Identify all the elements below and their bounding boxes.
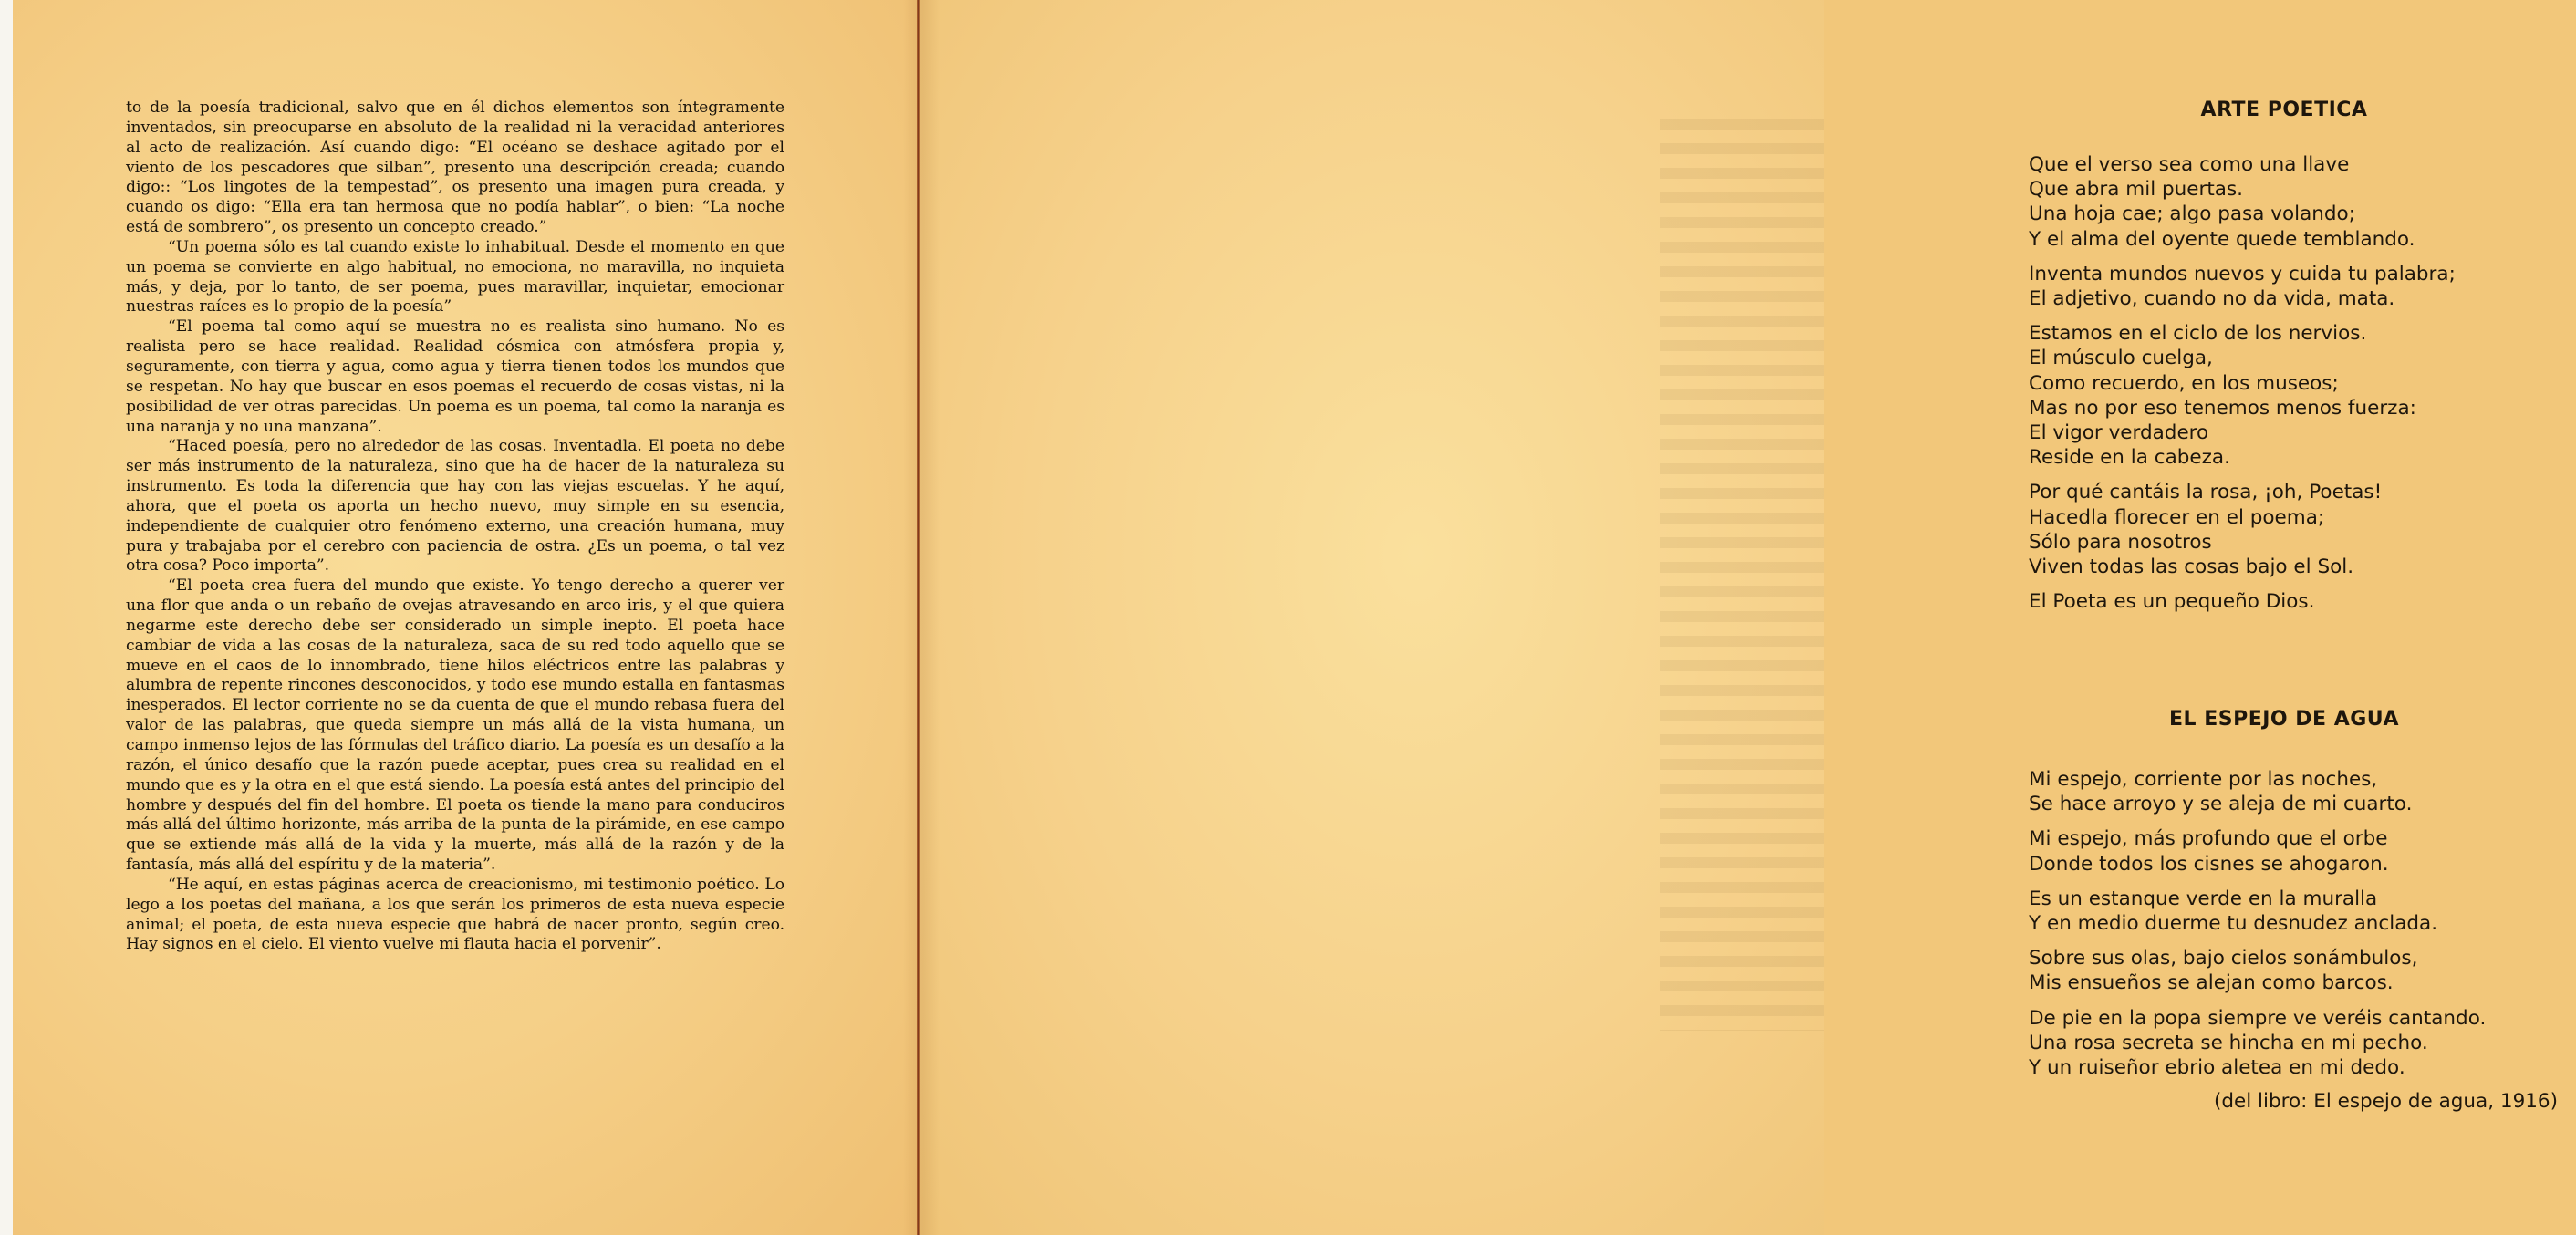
left-page xyxy=(0,0,918,1235)
verse-line: Viven todas las cosas bajo el Sol. xyxy=(2029,555,2354,579)
verse-line: Y un ruiseñor ebrio aletea en mi dedo. xyxy=(2029,1056,2405,1080)
essay-text xyxy=(126,99,784,955)
verse-line: Sólo para nosotros xyxy=(2029,530,2212,554)
poem-body xyxy=(2029,767,2576,1080)
verse-line: Es un estanque verde en la muralla xyxy=(2029,887,2378,910)
verse-line: Se hace arroyo y se aleja de mi cuarto. xyxy=(2029,793,2413,816)
stanza xyxy=(2029,826,2576,876)
paragraph: “Un poema sólo es tal cuando existe lo inhabitual. Desde el momento en que un poema se convierte en algo habitual, no emociona, no maravilla, no inquieta más, y deja, por lo tanto, de ser poema, pues maravillar, inquietar, emocionar nuestras raíces es lo propio de la poesía” xyxy=(126,237,784,317)
verse-line: El adjetivo, cuando no da vida, mata. xyxy=(2029,287,2395,311)
verse-line: De pie en la popa siempre ve veréis cantando. xyxy=(2029,1006,2487,1030)
stanza xyxy=(2029,589,2576,614)
stanza xyxy=(2029,262,2576,311)
poem-title: EL ESPEJO DE AGUA xyxy=(2168,708,2400,731)
verse-line: El Poeta es un pequeño Dios. xyxy=(2029,590,2315,614)
stanza xyxy=(2029,321,2576,470)
paragraph: “He aquí, en estas páginas acerca de creacionismo, mi testimonio poético. Lo lego a los poetas del mañana, a los que serán los primeros de esta nueva especie animal; el poeta, de esta nueva especie que habrá de nacer pronto, según creo. Hay signos en el cielo. El viento vuelve mi flauta hacia el porvenir”. xyxy=(126,875,784,954)
paragraph: “Haced poesía, pero no alrededor de las cosas. Inventadla. El poeta no debe ser más instrumento de la naturaleza, sino que ha de hacer de la naturaleza su instrumento. Es toda la diferencia que hay con las viejas escuelas. Y he aquí, ahora, que el poeta os aporta un hecho nuevo, muy simple en su esencia, independiente de cualquier otro fenómeno externo, una creación humana, muy pura y trabajaba por el cerebro con paciencia de ostra. ¿Es un poema, o tal vez otra cosa? Poco importa”. xyxy=(126,437,784,576)
stanza xyxy=(2029,767,2576,816)
poem-body xyxy=(2029,152,2576,614)
bleed-through-text xyxy=(1660,119,1824,1031)
verse-line: Que el verso sea como una llave xyxy=(2029,153,2350,176)
verse-line: Mis ensueños se alejan como barcos. xyxy=(2029,971,2394,995)
verse-line: Mas no por eso tenemos menos fuerza: xyxy=(2029,396,2416,420)
poem-el-espejo-de-agua xyxy=(2029,708,2576,1114)
verse-line: Mi espejo, más profundo que el orbe xyxy=(2029,827,2388,851)
verse-line: Y en medio duerme tu desnudez anclada. xyxy=(2029,912,2438,936)
attribution: (del libro: El espejo de agua, 1916) xyxy=(2213,1090,2558,1114)
verse-line: El músculo cuelga, xyxy=(2029,347,2213,370)
stanza xyxy=(2029,480,2576,579)
verse-line: Mi espejo, corriente por las noches, xyxy=(2029,768,2378,791)
paragraph: “El poeta crea fuera del mundo que existe. Yo tengo derecho a querer ver una flor que anda o un rebaño de ovejas atravesando en arco iris, y el que quiera negarme este derecho debe ser considerado un simple inepto. El poeta hace cambiar de vida a las cosas de la naturaleza, saca de su red todo aquello que se mueve en el caos de lo innombrado, tiene hilos eléctricos entre las palabras y alumbra de repente rincones desconocidos, y todo ese mundo estalla en fantasmas inesperados. El lector corriente no se da cuenta de que el mundo rebasa fuera del valor de las palabras, que queda siempre un más allá de la vista humana, un campo inmenso lejos de las fórmulas del tráfico diario. La poesía es un desafío a la razón, el único desafío que la razón puede aceptar, pues crea su realidad en el mundo que es y la otra en el que está siendo. La poesía está antes del principio del hombre y después del fin del hombre. El poeta os tiende la mano para conduciros más allá del último horizonte, más arriba de la punta de la pirámide, en ese campo que se extiende más allá de la vida y la muerte, más allá de la razón y de la fantasía, más allá del espíritu y de la materia”. xyxy=(126,576,784,875)
verse-line: Estamos en el ciclo de los nervios. xyxy=(2029,322,2367,346)
verse-line: El vigor verdadero xyxy=(2029,421,2209,445)
stanza xyxy=(2029,1006,2576,1081)
right-page xyxy=(918,0,2558,1235)
gutter-shadow xyxy=(903,0,940,1235)
paragraph: to de la poesía tradicional, salvo que en él dichos elementos son íntegramente inventados, sin preocuparse en absoluto de la realidad ni la veracidad anteriores al acto de realización. Así cuando digo: “El océano se deshace agitado por el viento de los pescadores que silban”, presento una descripción creada; cuando digo:: “Los lingotes de la tempestad”, os presento una imagen pura creada, y cuando os digo: “Ella era tan hermosa que no podía hablar”, o bien: “La noche está de sombrero”, os presento un concepto creado.” xyxy=(126,99,784,237)
paragraph: “El poema tal como aquí se muestra no es realista sino humano. No es realista pero se hace realidad. Realidad cósmica con atmósfera propia y, seguramente, con tierra y agua, como agua y tierra tienen todos los mundos que se respetan. No hay que buscar en esos poemas el recuerdo de cosas vistas, ni la posibilidad de ver otras parecidas. Un poema es un poema, tal como la naranja es una naranja y no una manzana”. xyxy=(126,317,784,436)
verse-line: Inventa mundos nuevos y cuida tu palabra; xyxy=(2029,262,2456,285)
verse-line: Donde todos los cisnes se ahogaron. xyxy=(2029,852,2389,876)
verse-line: Y el alma del oyente quede temblando. xyxy=(2029,227,2415,251)
verse-line: Como recuerdo, en los museos; xyxy=(2029,371,2339,395)
stanza xyxy=(2029,887,2576,936)
verse-line: Que abra mil puertas. xyxy=(2029,178,2243,202)
verse-line: Reside en la cabeza. xyxy=(2029,446,2230,470)
verse-line: Una hoja cae; algo pasa volando; xyxy=(2029,202,2355,226)
stanza xyxy=(2029,946,2576,995)
book-gutter xyxy=(917,0,920,1235)
verse-line: Sobre sus olas, bajo cielos sonámbulos, xyxy=(2029,947,2418,970)
verse-line: Hacedla florecer en el poema; xyxy=(2029,505,2325,529)
poems-column xyxy=(2029,99,2576,1114)
poem-arte-poetica xyxy=(2029,99,2576,614)
stanza xyxy=(2029,152,2576,252)
poem-title: ARTE POETICA xyxy=(2200,99,2368,121)
verse-line: Una rosa secreta se hincha en mi pecho. xyxy=(2029,1031,2428,1054)
verse-line: Por qué cantáis la rosa, ¡oh, Poetas! xyxy=(2029,481,2383,504)
